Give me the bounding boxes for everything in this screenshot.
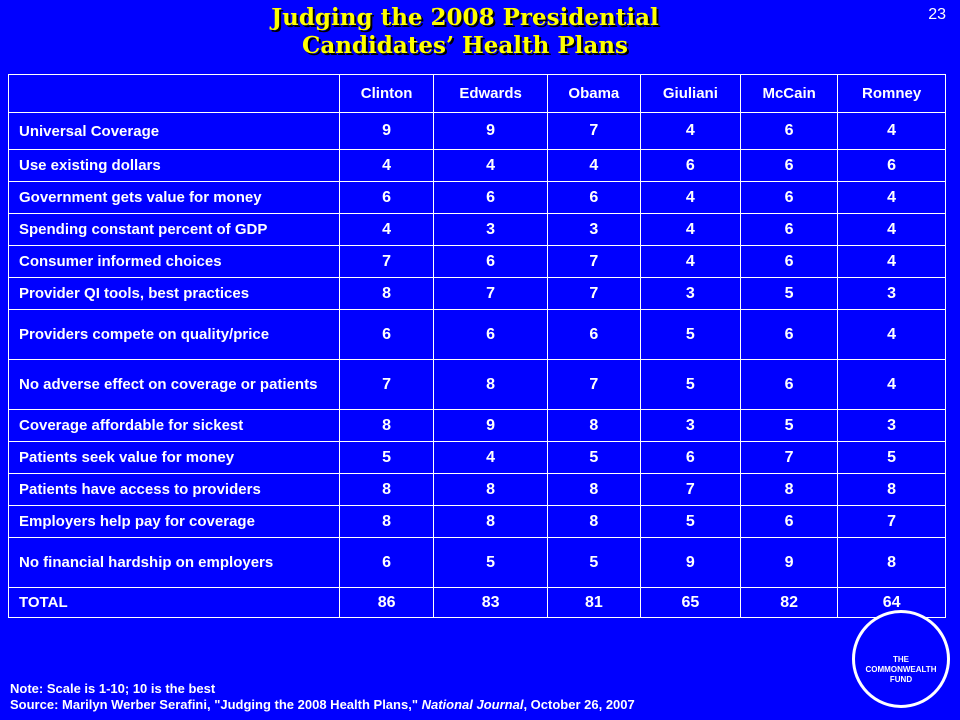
score-cell: 7 — [741, 442, 838, 474]
table-row — [9, 310, 946, 360]
row-label: Use existing dollars — [9, 150, 340, 182]
scale-note: Note: Scale is 1-10; 10 is the best — [10, 681, 216, 696]
score-cell: 8 — [838, 474, 946, 506]
score-cell: 7 — [838, 506, 946, 538]
score-cell: 8 — [340, 278, 434, 310]
score-cell: 8 — [340, 474, 434, 506]
score-cell: 9 — [741, 538, 838, 588]
score-cell: 6 — [547, 182, 640, 214]
table-row — [9, 214, 946, 246]
total-cell: 65 — [640, 588, 740, 618]
table-row — [9, 410, 946, 442]
score-cell: 3 — [838, 410, 946, 442]
table-row — [9, 360, 946, 410]
score-cell: 7 — [340, 360, 434, 410]
score-cell: 9 — [340, 113, 434, 150]
score-cell: 4 — [838, 214, 946, 246]
score-cell: 7 — [547, 113, 640, 150]
column-header: Romney — [838, 75, 946, 113]
slide-number: 23 — [928, 6, 946, 23]
table-row — [9, 474, 946, 506]
score-cell: 4 — [434, 442, 548, 474]
table-row — [9, 246, 946, 278]
score-cell: 6 — [340, 310, 434, 360]
score-cell: 4 — [340, 214, 434, 246]
score-cell: 6 — [838, 150, 946, 182]
column-header: Giuliani — [640, 75, 740, 113]
column-header: Edwards — [434, 75, 548, 113]
score-cell: 4 — [640, 113, 740, 150]
source-prefix: Source: Marilyn Werber Serafini, "Judging the 2008 Health Plans," — [10, 697, 422, 712]
score-cell: 4 — [547, 150, 640, 182]
row-label: No adverse effect on coverage or patients — [9, 360, 340, 410]
score-cell: 6 — [340, 182, 434, 214]
score-cell: 7 — [547, 360, 640, 410]
score-cell: 5 — [640, 360, 740, 410]
score-cell: 5 — [838, 442, 946, 474]
score-cell: 6 — [741, 360, 838, 410]
score-cell: 4 — [838, 113, 946, 150]
score-cell: 6 — [741, 310, 838, 360]
column-header: Clinton — [340, 75, 434, 113]
total-label: TOTAL — [9, 588, 340, 618]
score-cell: 7 — [547, 278, 640, 310]
score-cell: 8 — [340, 506, 434, 538]
score-cell: 3 — [547, 214, 640, 246]
header-row — [9, 75, 946, 113]
source-suffix: , October 26, 2007 — [523, 697, 635, 712]
score-cell: 8 — [547, 506, 640, 538]
score-cell: 6 — [434, 310, 548, 360]
score-cell: 5 — [547, 442, 640, 474]
score-cell: 7 — [640, 474, 740, 506]
score-cell: 4 — [640, 214, 740, 246]
score-cell: 8 — [434, 360, 548, 410]
score-cell: 6 — [741, 246, 838, 278]
total-cell: 81 — [547, 588, 640, 618]
score-cell: 7 — [434, 278, 548, 310]
score-cell: 6 — [741, 182, 838, 214]
commonwealth-fund-logo — [852, 610, 950, 708]
score-cell: 3 — [434, 214, 548, 246]
table-row — [9, 150, 946, 182]
row-label: Provider QI tools, best practices — [9, 278, 340, 310]
candidates-table — [8, 74, 946, 618]
score-cell: 5 — [547, 538, 640, 588]
score-cell: 8 — [838, 538, 946, 588]
score-cell: 3 — [640, 278, 740, 310]
score-cell: 4 — [838, 310, 946, 360]
row-label: Patients have access to providers — [9, 474, 340, 506]
row-label: Government gets value for money — [9, 182, 340, 214]
score-cell: 5 — [640, 310, 740, 360]
score-cell: 6 — [340, 538, 434, 588]
row-label: Coverage affordable for sickest — [9, 410, 340, 442]
column-header: Obama — [547, 75, 640, 113]
score-cell: 8 — [434, 506, 548, 538]
row-label: Consumer informed choices — [9, 246, 340, 278]
logo-line-3: FUND — [889, 675, 913, 684]
score-cell: 4 — [640, 182, 740, 214]
logo-text — [861, 655, 941, 685]
row-label: Patients seek value for money — [9, 442, 340, 474]
score-cell: 8 — [741, 474, 838, 506]
logo-line-1: THE — [893, 655, 909, 664]
row-label: Providers compete on quality/price — [9, 310, 340, 360]
table-row — [9, 538, 946, 588]
score-cell: 4 — [340, 150, 434, 182]
table-row — [9, 182, 946, 214]
title-line-2: Candidates’ Health Plans — [302, 32, 628, 59]
row-label: Employers help pay for coverage — [9, 506, 340, 538]
row-label: Universal Coverage — [9, 113, 340, 150]
score-cell: 3 — [640, 410, 740, 442]
score-cell: 6 — [434, 182, 548, 214]
score-cell: 6 — [434, 246, 548, 278]
slide-title — [0, 4, 930, 60]
row-label: Spending constant percent of GDP — [9, 214, 340, 246]
score-cell: 4 — [838, 182, 946, 214]
score-cell: 6 — [741, 113, 838, 150]
score-cell: 4 — [640, 246, 740, 278]
score-cell: 4 — [838, 360, 946, 410]
row-label: No financial hardship on employers — [9, 538, 340, 588]
score-cell: 3 — [838, 278, 946, 310]
table-row — [9, 278, 946, 310]
score-cell: 6 — [741, 150, 838, 182]
score-cell: 8 — [434, 474, 548, 506]
total-cell: 86 — [340, 588, 434, 618]
column-header: McCain — [741, 75, 838, 113]
table-row — [9, 506, 946, 538]
score-cell: 6 — [640, 150, 740, 182]
score-cell: 5 — [640, 506, 740, 538]
score-cell: 5 — [741, 278, 838, 310]
logo-line-2: COMMONWEALTH — [865, 665, 937, 674]
score-cell: 9 — [640, 538, 740, 588]
table-row — [9, 113, 946, 150]
score-cell: 5 — [434, 538, 548, 588]
total-cell: 83 — [434, 588, 548, 618]
score-cell: 9 — [434, 410, 548, 442]
score-cell: 8 — [547, 410, 640, 442]
score-cell: 7 — [547, 246, 640, 278]
score-cell: 5 — [741, 410, 838, 442]
title-line-1: Judging the 2008 Presidential — [271, 4, 659, 31]
total-cell: 64 — [838, 588, 946, 618]
source-citation — [10, 697, 635, 712]
score-cell: 9 — [434, 113, 548, 150]
score-cell: 4 — [434, 150, 548, 182]
score-cell: 7 — [340, 246, 434, 278]
total-cell: 82 — [741, 588, 838, 618]
total-row — [9, 588, 946, 618]
score-cell: 8 — [340, 410, 434, 442]
score-cell: 8 — [547, 474, 640, 506]
score-cell: 6 — [741, 506, 838, 538]
score-cell: 6 — [741, 214, 838, 246]
score-cell: 6 — [640, 442, 740, 474]
score-cell: 4 — [838, 246, 946, 278]
score-cell: 6 — [547, 310, 640, 360]
header-corner-cell — [9, 75, 340, 113]
source-journal: National Journal — [421, 697, 524, 712]
score-cell: 5 — [340, 442, 434, 474]
table-row — [9, 442, 946, 474]
